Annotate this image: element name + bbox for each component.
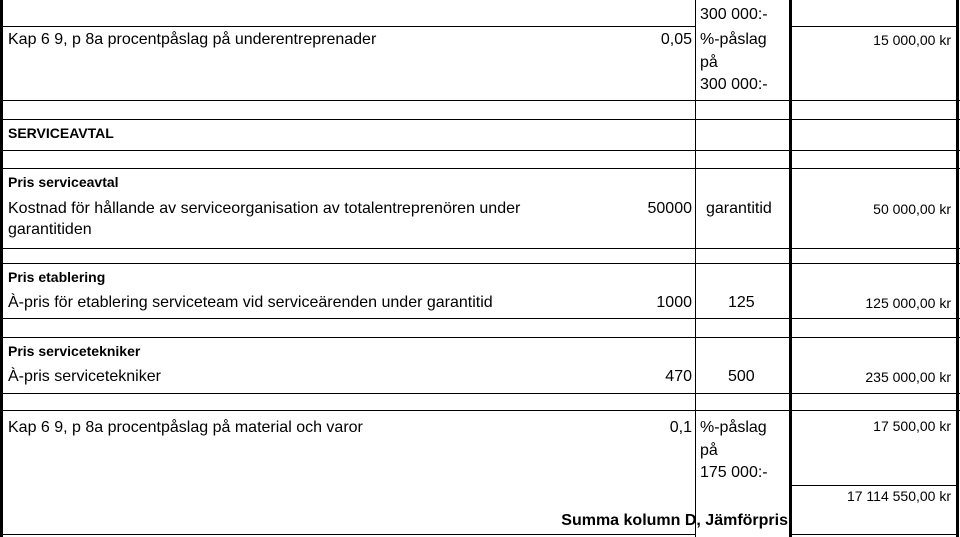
servicetekniker-value: 470: [665, 368, 692, 385]
col-divider-1: [695, 0, 696, 537]
row-divider-12: [0, 410, 960, 411]
servicetekniker-heading: Pris servicetekniker: [8, 343, 141, 359]
row-divider-13: [792, 485, 956, 486]
kap-material-total: 17 500,00 kr: [873, 418, 951, 434]
etablering-description: À-pris för etablering serviceteam vid serviceärenden under garantitid: [8, 294, 493, 311]
row-divider-6: [0, 168, 960, 169]
servicetekniker-unit: 500: [728, 368, 755, 385]
kap-under-value: 0,05: [660, 31, 692, 48]
kap-material-unit-2: på: [700, 442, 718, 459]
kap-material-value: 0,1: [669, 419, 692, 436]
row-divider-2: [792, 26, 956, 27]
row-divider-3: [0, 100, 960, 101]
serviceavtal-description-2: garantitiden: [8, 221, 92, 238]
etablering-value: 1000: [656, 294, 692, 311]
serviceavtal-total: 50 000,00 kr: [873, 201, 951, 217]
etablering-heading: Pris etablering: [8, 269, 106, 285]
serviceavtal-value: 50000: [647, 200, 692, 217]
summary-label: Summa kolumn D, Jämförpris: [561, 512, 788, 529]
row-divider-5: [0, 150, 960, 151]
row-divider-4: [0, 119, 960, 120]
kap-under-total: 15 000,00 kr: [873, 32, 951, 48]
servicetekniker-total: 235 000,00 kr: [865, 369, 951, 385]
row-divider-9: [0, 318, 960, 319]
row-divider-7: [0, 248, 960, 249]
top-partial-amount: 300 000:-: [700, 6, 768, 23]
kap-material-description: Kap 6 9, p 8a procentpåslag på material och varor: [8, 419, 363, 436]
right-border: [956, 0, 959, 537]
row-divider-11: [0, 393, 960, 394]
row-divider-8: [0, 263, 960, 264]
kap-material-unit-1: %-påslag: [700, 419, 767, 436]
etablering-unit: 125: [728, 294, 755, 311]
bottom-border-left: [0, 534, 695, 535]
row-divider-10: [0, 337, 960, 338]
col-divider-2: [789, 0, 792, 537]
kap-material-unit-3: 175 000:-: [700, 464, 768, 481]
serviceavtal-description-1: Kostnad för hållande av serviceorganisation av totalentreprenören under: [8, 200, 521, 217]
kap-under-unit-3: 300 000:-: [700, 76, 768, 93]
bottom-border-right: [792, 534, 956, 535]
section-title: SERVICEAVTAL: [8, 125, 114, 141]
row-divider-1: [0, 26, 695, 27]
kap-under-description: Kap 6 9, p 8a procentpåslag på underentreprenader: [8, 31, 377, 48]
servicetekniker-description: À-pris servicetekniker: [8, 368, 161, 385]
serviceavtal-unit: garantitid: [706, 200, 772, 217]
left-border: [0, 0, 3, 537]
summary-total: 17 114 550,00 kr: [846, 488, 951, 504]
serviceavtal-heading: Pris serviceavtal: [8, 174, 119, 190]
etablering-total: 125 000,00 kr: [865, 295, 951, 311]
kap-under-unit-2: på: [700, 54, 718, 71]
kap-under-unit-1: %-påslag: [700, 31, 767, 48]
